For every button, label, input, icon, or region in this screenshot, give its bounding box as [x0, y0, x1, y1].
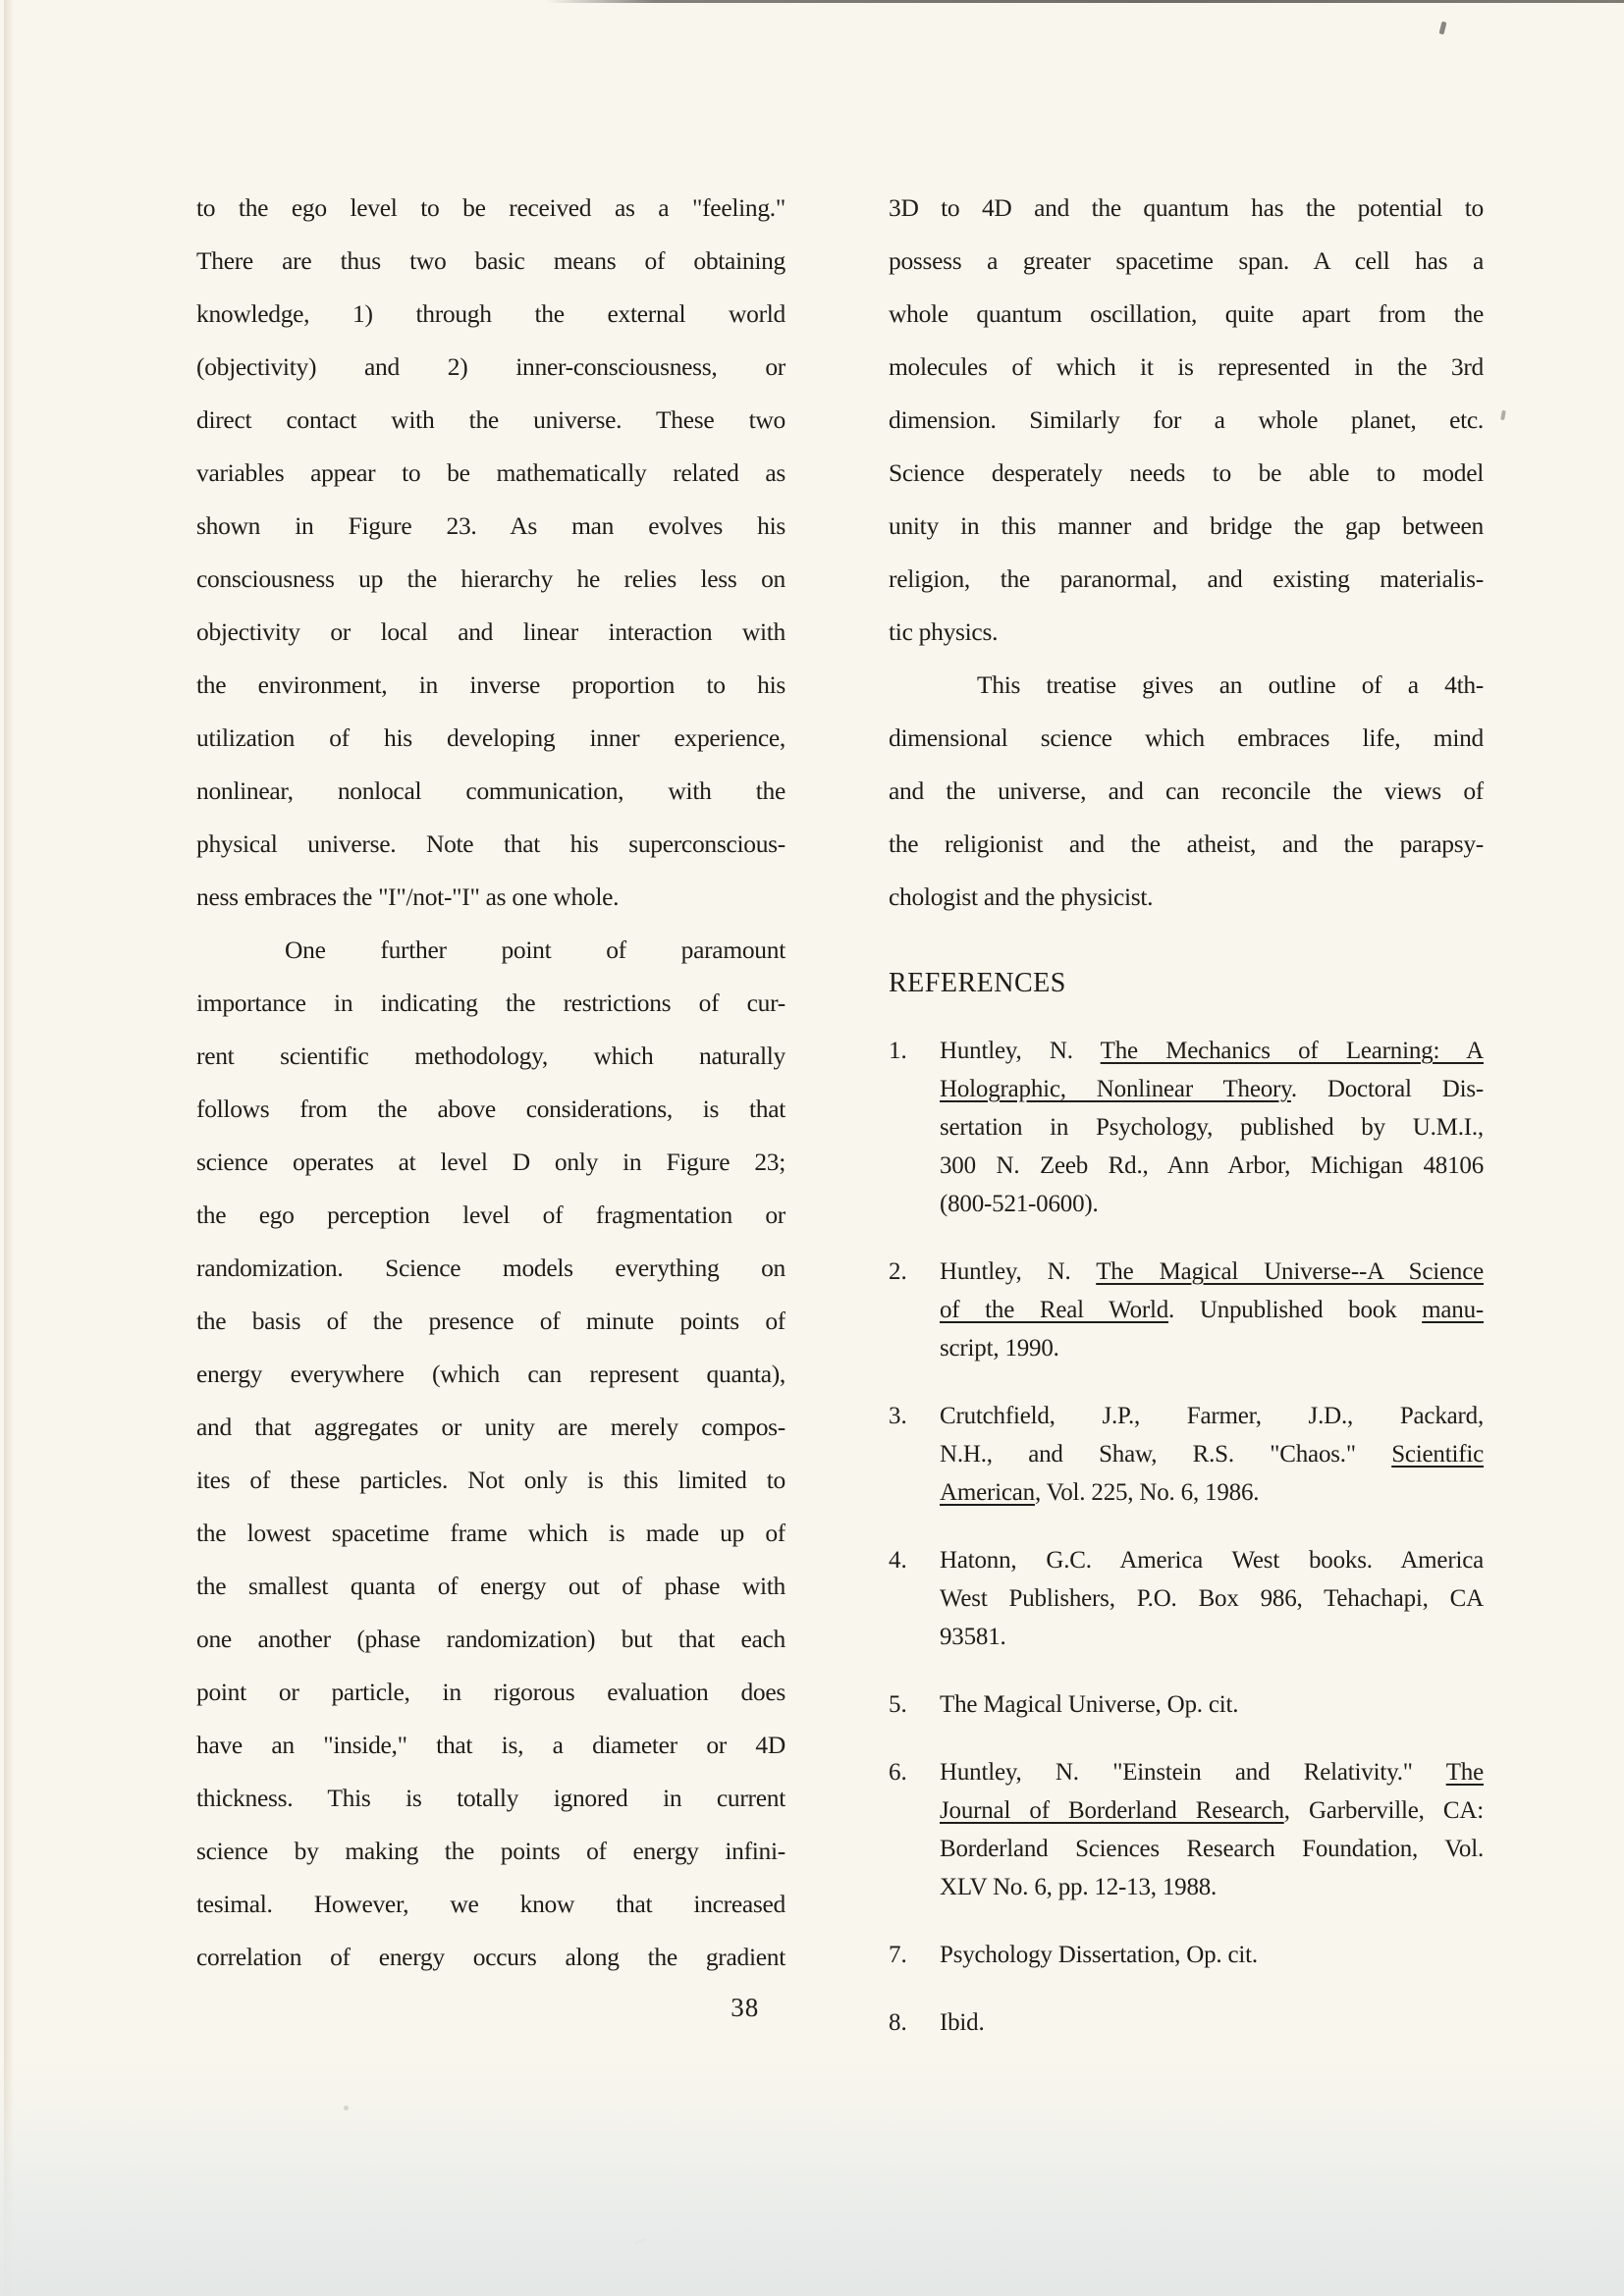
text-line: consciousness up the hierarchy he relies less on [196, 564, 785, 593]
text-line: the lowest spacetime frame which is made up of [196, 1519, 785, 1547]
page-number: 38 [731, 1993, 760, 2022]
text-segment: Hatonn, G.C. America West books. America [940, 1547, 1484, 1574]
text-line: and that aggregates or unity are merely compos- [196, 1413, 785, 1441]
text-line: direct contact with the universe. These two [196, 405, 785, 434]
text-line: science operates at level D only in Figure 23; [196, 1148, 785, 1176]
references-list [889, 1032, 1484, 2042]
text-line: tesimal. However, we know that increased [196, 1890, 785, 1918]
text-line: tic physics. [889, 617, 999, 646]
text-line: the ego perception level of fragmentation or [196, 1201, 785, 1229]
text-line [940, 1618, 1484, 1656]
text-line: importance in indicating the restrictions of cur- [196, 988, 785, 1017]
text-line: 3D to 4D and the quantum has the potential to [889, 193, 1484, 222]
text-line: religion, the paranormal, and existing materialis- [889, 564, 1484, 593]
text-line [940, 1936, 1484, 1974]
text-line: follows from the above considerations, is that [196, 1095, 785, 1123]
text-segment: Crutchfield, J.P., Farmer, J.D., Packard, [940, 1403, 1484, 1429]
reference-number: 1. [889, 1038, 907, 1064]
text-line: ness embraces the "I"/not-"I" as one whole. [196, 882, 620, 911]
text-line: the religionist and the atheist, and the parapsy- [889, 829, 1484, 858]
underlined-title: Scientific [1391, 1441, 1484, 1468]
text-line: This treatise gives an outline of a 4th- [977, 670, 1484, 699]
top-edge-scan-line [546, 0, 1624, 3]
text-segment: . Doctoral Dis- [1290, 1076, 1484, 1102]
text-line [940, 1108, 1484, 1147]
text-line: (objectivity) and 2) inner-consciousness, or [196, 352, 785, 381]
text-line: thickness. This is totally ignored in current [196, 1784, 785, 1812]
text-segment: Huntley, N. [940, 1258, 1097, 1285]
text-line: point or particle, in rigorous evaluation does [196, 1678, 785, 1706]
text-line: the environment, in inverse proportion to his [196, 670, 785, 699]
reference-item [889, 1753, 1484, 1906]
text-line: variables appear to be mathematically related as [196, 458, 785, 487]
text-line: rent scientific methodology, which naturally [196, 1041, 785, 1070]
text-segment: 300 N. Zeeb Rd., Ann Arbor, Michigan 48106 [940, 1152, 1484, 1179]
scan-speck [634, 2238, 646, 2245]
text-line: shown in Figure 23. As man evolves his [196, 511, 785, 540]
left-edge-crease [4, 0, 14, 2296]
text-segment: XLV No. 6, pp. 12-13, 1988. [940, 1874, 1218, 1900]
underlined-title: The Magical Universe--A Science [1096, 1258, 1484, 1285]
bottom-scan-shadow [0, 2052, 1624, 2296]
text-line [940, 1291, 1484, 1329]
text-segment: . Unpublished book [1168, 1297, 1423, 1323]
text-line [940, 1579, 1484, 1618]
underlined-title: The Mechanics of Learning: A [1100, 1038, 1484, 1064]
text-line [940, 1397, 1484, 1435]
text-line [940, 1329, 1484, 1367]
underlined-title: Holographic, Nonlinear Theory [940, 1076, 1291, 1102]
text-segment: Huntley, N. "Einstein and Relativity." [940, 1759, 1446, 1786]
reference-number: 4. [889, 1547, 907, 1574]
text-line: the basis of the presence of minute points of [196, 1307, 785, 1335]
text-line: utilization of his developing inner experience, [196, 723, 785, 752]
text-line [940, 1032, 1484, 1070]
text-line [940, 1147, 1484, 1185]
text-line: science by making the points of energy infini- [196, 1837, 785, 1865]
reference-number: 7. [889, 1942, 907, 1968]
text-line [940, 1830, 1484, 1868]
reference-number: 5. [889, 1691, 907, 1718]
text-line [940, 1185, 1484, 1223]
text-line [940, 1791, 1484, 1830]
text-line: ites of these particles. Not only is this limited to [196, 1466, 785, 1494]
reference-item [889, 1541, 1484, 1656]
text-line: whole quantum oscillation, quite apart from the [889, 299, 1484, 328]
reference-item [889, 2003, 1484, 2042]
text-line: physical universe. Note that his superconscious- [196, 829, 785, 858]
text-line [940, 1753, 1484, 1791]
scan-speck [1439, 22, 1447, 35]
text-line [940, 1070, 1484, 1108]
text-line [940, 2003, 1484, 2042]
text-line: one another (phase randomization) but that each [196, 1625, 785, 1653]
scan-speck [1500, 410, 1506, 421]
reference-item [889, 1032, 1484, 1223]
text-line: to the ego level to be received as a "feeling." [196, 193, 785, 222]
text-line: There are thus two basic means of obtaining [196, 246, 785, 275]
text-line: energy everywhere (which can represent quanta), [196, 1360, 785, 1388]
text-segment: , Vol. 225, No. 6, 1986. [1034, 1479, 1260, 1506]
text-segment: Huntley, N. [940, 1038, 1101, 1064]
right-column-body [889, 182, 1484, 924]
text-line: Science desperately needs to be able to model [889, 458, 1484, 487]
text-segment: sertation in Psychology, published by U.M.I., [940, 1114, 1484, 1141]
text-segment: The Magical Universe, Op. cit. [940, 1691, 1239, 1718]
text-line: randomization. Science models everything on [196, 1254, 785, 1282]
text-line [940, 1541, 1484, 1579]
text-line [940, 1473, 1484, 1512]
text-line [940, 1868, 1484, 1906]
reference-item [889, 1253, 1484, 1367]
text-line [940, 1685, 1484, 1724]
text-line: the smallest quanta of energy out of phase with [196, 1572, 785, 1600]
text-segment: (800-521-0600). [940, 1191, 1099, 1217]
text-line: One further point of paramount [285, 935, 785, 964]
underlined-title: Journal of Borderland Research [940, 1797, 1284, 1824]
text-line [940, 1253, 1484, 1291]
text-line: molecules of which it is represented in the 3rd [889, 352, 1484, 381]
text-line: correlation of energy occurs along the gradient [196, 1943, 785, 1971]
text-segment: N.H., and Shaw, R.S. "Chaos." [940, 1441, 1392, 1468]
reference-item [889, 1685, 1484, 1724]
text-segment: Ibid. [940, 2009, 985, 2036]
underlined-title: The [1445, 1759, 1484, 1786]
text-line: chologist and the physicist. [889, 882, 1154, 911]
text-line: and the universe, and can reconcile the views of [889, 776, 1484, 805]
reference-number: 8. [889, 2009, 907, 2036]
text-segment: West Publishers, P.O. Box 986, Tehachapi, CA [940, 1585, 1484, 1612]
text-line: nonlinear, nonlocal communication, with the [196, 776, 785, 805]
text-line: have an "inside," that is, a diameter or 4D [196, 1731, 785, 1759]
text-segment: Psychology Dissertation, Op. cit. [940, 1942, 1258, 1968]
underlined-title: American [940, 1479, 1035, 1506]
text-segment: 93581. [940, 1624, 1006, 1650]
reference-item [889, 1936, 1484, 1974]
references-heading: REFERENCES [889, 968, 1066, 998]
text-line [940, 1435, 1484, 1473]
scan-speck [344, 2106, 349, 2110]
text-line: dimension. Similarly for a whole planet, etc. [889, 405, 1484, 434]
underlined-title: manu- [1422, 1297, 1484, 1323]
reference-number: 3. [889, 1403, 907, 1429]
text-line: dimensional science which embraces life, mind [889, 723, 1484, 752]
reference-number: 2. [889, 1258, 907, 1285]
text-line: unity in this manner and bridge the gap between [889, 511, 1484, 540]
text-line: knowledge, 1) through the external world [196, 299, 785, 328]
text-segment: Borderland Sciences Research Foundation, Vol. [940, 1836, 1484, 1862]
left-text-column [196, 182, 785, 1984]
reference-number: 6. [889, 1759, 907, 1786]
text-segment: , Garberville, CA: [1283, 1797, 1484, 1824]
reference-item [889, 1397, 1484, 1512]
text-line: objectivity or local and linear interaction with [196, 617, 785, 646]
underlined-title: of the Real World [940, 1297, 1169, 1323]
text-segment: script, 1990. [940, 1335, 1059, 1362]
text-line: possess a greater spacetime span. A cell has a [889, 246, 1484, 275]
right-text-column [889, 182, 1484, 2071]
